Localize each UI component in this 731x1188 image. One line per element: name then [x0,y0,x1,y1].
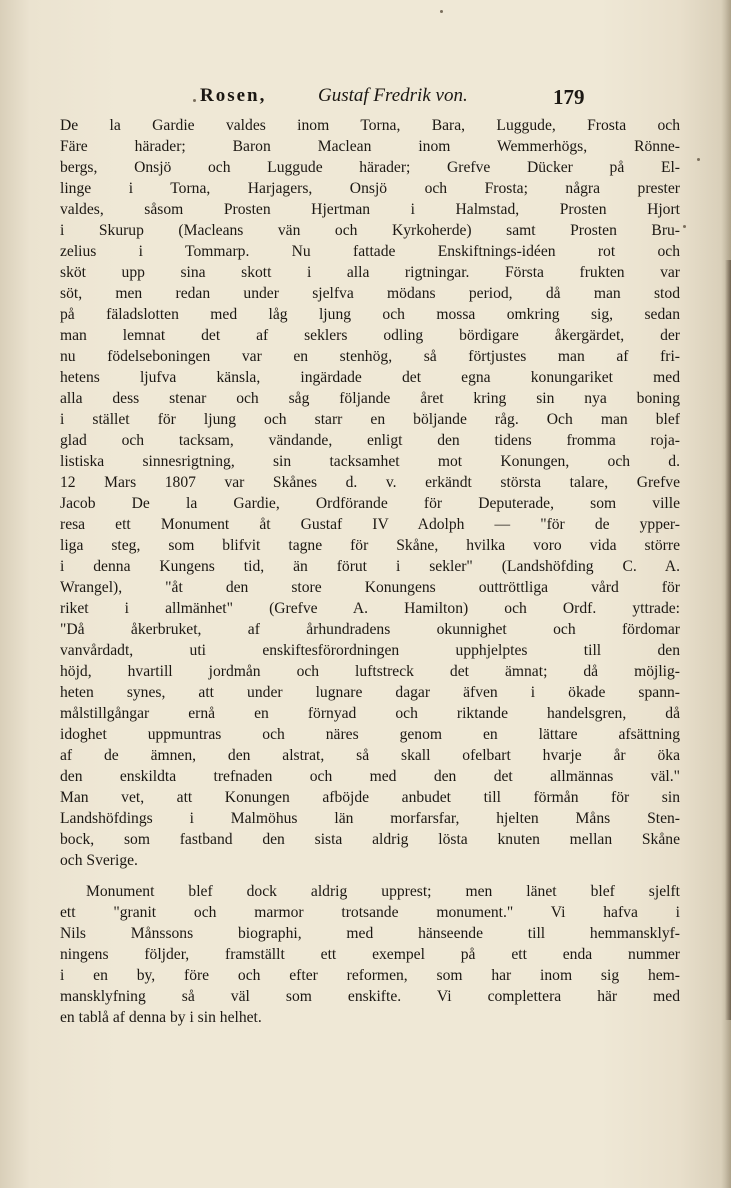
paragraph-1 [60,115,680,871]
text-line: linge i Torna, Harjagers, Onsjö och Frosta; några prester [60,180,680,197]
text-line: liga steg, som blifvit tagne för Skåne, hvilka voro vida större [60,537,680,554]
text-line: Nils Månssons biographi, med hänseende till hemmansklyf- [60,925,680,942]
text-line: man lemnat det af seklers odling bördigare åkergärdet, der [60,327,680,344]
page-edge-shadow [725,260,731,1020]
text-line: resa ett Monument åt Gustaf IV Adolph — "för de ypper- [60,516,680,533]
text-line: ningens följder, framställt ett exempel på ett enda nummer [60,946,680,963]
text-line: idoghet uppmuntras och näres genom en lättare afsättning [60,726,680,743]
header-title: Gustaf Fredrik von. [318,85,468,106]
text-line: i Skurup (Macleans vän och Kyrkoherde) samt Prosten Bru- [60,222,680,239]
running-header [200,85,600,115]
text-line: målstillgångar ernå en förnyad och riktande handelsgren, då [60,705,680,722]
ink-speck [193,99,196,102]
text-line: och Sverige. [60,852,138,869]
paragraph-gap [60,871,680,881]
paragraph-2 [60,881,680,1028]
text-line: på fäladslotten med låg ljung och mossa omkring sig, sedan [60,306,680,323]
page-number: 179 [553,85,585,109]
text-line: söt, men redan under sjelfva mödans period, då man stod [60,285,680,302]
text-line: alla dess stenar och såg följande året kring sin nya boning [60,390,680,407]
text-line: i stället för ljung och starr en böljande råg. Och man blef [60,411,680,428]
text-line: 12 Mars 1807 var Skånes d. v. erkändt största talare, Grefve [60,474,680,491]
text-line: zelius i Tommarp. Nu fattade Enskiftnings-idéen rot och [60,243,680,260]
text-line: Jacob De la Gardie, Ordförande för Deputerade, som ville [60,495,680,512]
text-line: heten synes, att under lugnare dagar äfven i ökade spann- [60,684,680,701]
text-line: sköt upp sina skott i alla rigtningar. Första frukten var [60,264,680,281]
text-line: Färe härader; Baron Maclean inom Wemmerhögs, Rönne- [60,138,680,155]
header-name: Rosen, [200,85,267,106]
text-line: af de ämnen, den alstrat, så skall ofelbart hvarje år öka [60,747,680,764]
text-line: en tablå af denna by i sin helhet. [60,1009,262,1026]
text-line: Monument blef dock aldrig upprest; men länet blef sjelft [86,883,680,900]
text-line: Landshöfdings i Malmöhus län morfarsfar, hjelten Måns Sten- [60,810,680,827]
ink-speck [683,225,686,228]
text-line: "Då åkerbruket, af århundradens okunnighet och fördomar [60,621,680,638]
text-line: valdes, såsom Prosten Hjertman i Halmstad, Prosten Hjort [60,201,680,218]
text-line: bock, som fastband den sista aldrig lösta knuten mellan Skåne [60,831,680,848]
text-line: höjd, hvartill jordmån och luftstreck det ämnat; då möjlig- [60,663,680,680]
text-line: nu födelseboningen var en stenhög, så förtjustes man af fri- [60,348,680,365]
ink-speck [440,10,443,13]
text-line: De la Gardie valdes inom Torna, Bara, Luggude, Frosta och [60,117,680,134]
ink-speck [697,158,700,161]
text-line: glad och tacksam, vändande, enligt den tidens fromma roja- [60,432,680,449]
text-line: Man vet, att Konungen afböjde anbudet till förmån för sin [60,789,680,806]
text-line: i denna Kungens tid, än förut i sekler" (Landshöfding C. A. [60,558,680,575]
text-line: den enskildta trefnaden och med den det allmännas väl." [60,768,680,785]
text-line: riket i allmänhet" (Grefve A. Hamilton) och Ordf. yttrade: [60,600,680,617]
text-line: mansklyfning så väl som enskifte. Vi complettera här med [60,988,680,1005]
text-line: ett "granit och marmor trotsande monument." Vi hafva i [60,904,680,921]
text-line: hetens ljufva känsla, ingärdade det egna konungariket med [60,369,680,386]
text-line: bergs, Onsjö och Luggude härader; Grefve Dücker på El- [60,159,680,176]
text-line: vanvårdadt, uti enskiftesförordningen upphjelptes till den [60,642,680,659]
text-line: Wrangel), "åt den store Konungens outtröttliga vård för [60,579,680,596]
body-text [60,115,680,1028]
text-line: i en by, före och efter reformen, som har inom sig hem- [60,967,680,984]
text-line: listiska sinnesrigtning, sin tacksamhet mot Konungen, och d. [60,453,680,470]
